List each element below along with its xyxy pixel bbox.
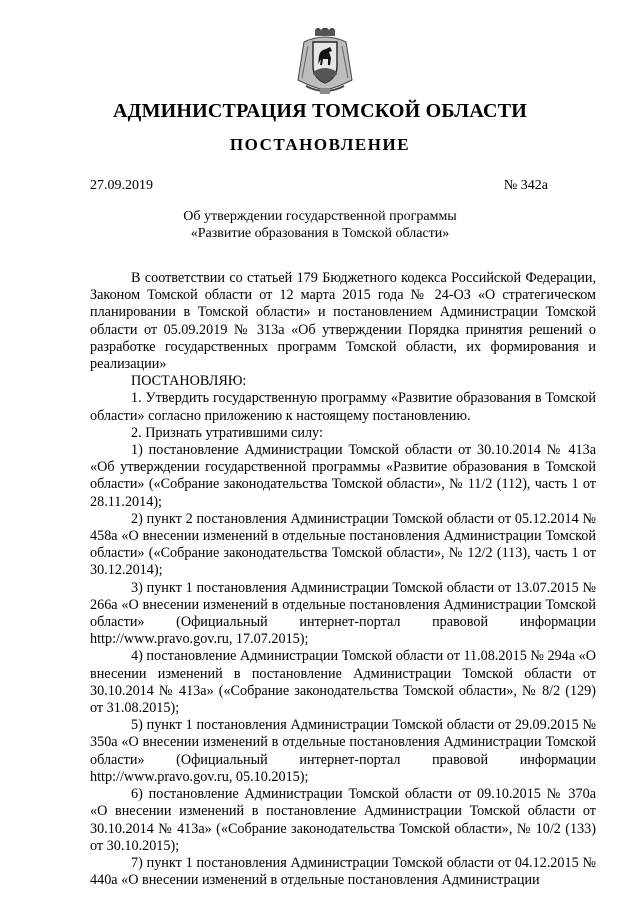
coat-of-arms-icon (296, 28, 354, 96)
organization-title: АДМИНИСТРАЦИЯ ТОМСКОЙ ОБЛАСТИ (112, 100, 528, 122)
subject-line-2: «Развитие образования в Томской области» (190, 226, 450, 241)
item-2: 2. Признать утратившими силу: (131, 424, 323, 441)
subitem-2: 2) пункт 2 постановления Администрации Томской области от 05.12.2014 № 458а «О внесении изменений в отдельные постановления Администрации Томской области» («Собрание законодательства Томской области», № 12/2 (113), часть 1 от 30.12.2014); (90, 510, 596, 579)
subitem-5: 5) пункт 1 постановления Администрации Томской области от 29.09.2015 № 350а «О внесении изменений в отдельные постановления Администрации Томской области» (Официальный интернет-портал правовой информации http://www.pravo.gov.ru, 05.10.2015); (90, 717, 596, 785)
document-number: № 342а (503, 178, 548, 193)
document-body (90, 270, 596, 889)
decree-word: ПОСТАНОВЛЯЮ: (131, 373, 247, 390)
document-type: ПОСТАНОВЛЕНИЕ (229, 135, 411, 154)
document-date: 27.09.2019 (90, 178, 153, 193)
preamble-paragraph: В соответствии со статьей 179 Бюджетного кодекса Российской Федерации, Законом Томской области от 12 марта 2015 года № 24-ОЗ «О стратегическом планировании в Томской области» и постановлением Администрации Томской области от 05.09.2019 № 313а «Об утверждении Порядка принятия решений о разработке государственных программ Томской области, их формирования и реализации» (90, 270, 596, 373)
subitem-3: 3) пункт 1 постановления Администрации Томской области от 13.07.2015 № 266а «О внесении изменений в отдельные постановления Администрации Томской области» (Официальный интернет-портал правовой информации http://www.pravo.gov.ru, 17.07.2015); (90, 579, 596, 648)
subitem-6: 6) постановление Администрации Томской области от 09.10.2015 № 370а «О внесении изменений в постановление Администрации Томской области от 30.10.2014 № 413а» («Собрание законодательства Томской области», № 10/2 (133) от 30.10.2015); (90, 786, 596, 854)
document-subject (0, 208, 640, 242)
subitem-1: 1) постановление Администрации Томской области от 30.10.2014 № 413а «Об утверждении государственной программы «Развитие образования в Томской области» («Собрание законодательства Томской области», № 11/2 (112), часть 1 от 28.11.2014); (90, 442, 596, 510)
item-1: 1. Утвердить государственную программу «Развитие образования в Томской области» согласно приложению к настоящему постановлению. (90, 390, 596, 424)
subject-line-1: Об утверждении государственной программы (183, 209, 457, 224)
subitem-4: 4) постановление Администрации Томской области от 11.08.2015 № 294а «О внесении изменений в постановление Администрации Томской области от 30.10.2014 № 413а» («Собрание законодательства Томской области», № 8/2 (129) от 31.08.2015); (90, 648, 596, 717)
subitem-7: 7) пункт 1 постановления Администрации Томской области от 04.12.2015 № 440а «О внесении изменений в отдельные постановления Администрации (90, 854, 596, 889)
